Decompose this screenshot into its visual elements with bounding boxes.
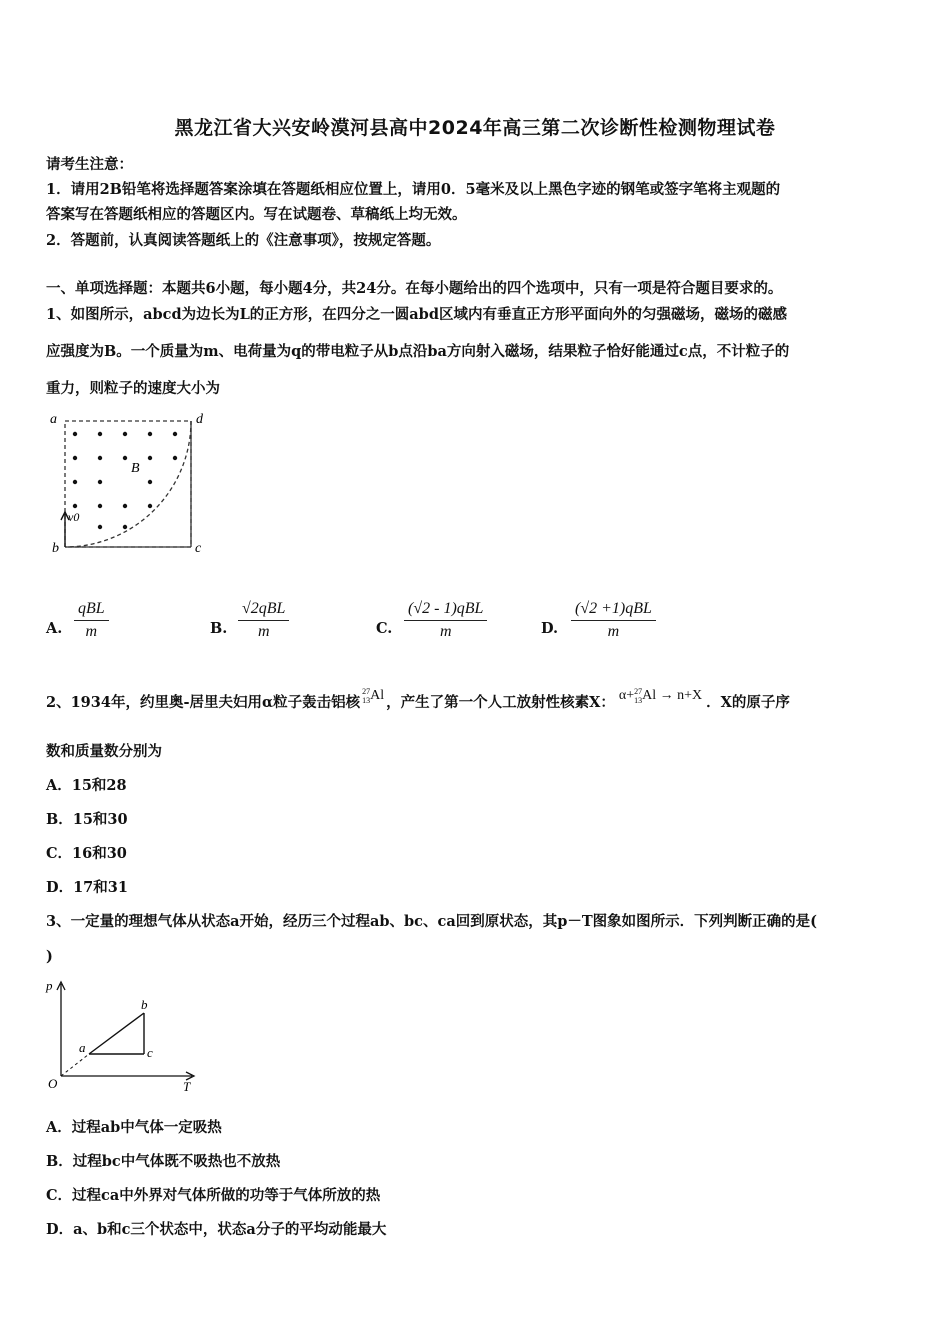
q2-option-b: B．15和30 [46,811,128,828]
q1-option-d-denominator: m [607,623,620,640]
question-3-line-1: 3、一定量的理想气体从状态a开始，经历三个过程ab、bc、ca回到原状态，其p－T图象如图所示．下列判断正确的是( [46,913,817,930]
q1-option-a-denominator: m [85,623,98,640]
state-a-label: a [79,1040,86,1055]
q3-pT-graph [44,976,204,1094]
q3-option-b: B．过程bc中气体既不吸热也不放热 [46,1153,281,1170]
q1-option-d-numerator: (√2 +1)qBL [571,598,656,621]
field-dots [73,432,177,529]
corner-c-label: c [195,541,202,556]
question-2-line-2: 数和质量数分别为 [46,743,162,760]
quarter-circle-arc [65,421,191,547]
q2-option-a: A．15和28 [46,777,127,794]
axis-p-label: p [46,978,53,993]
notice-line-3: 2．答题前，认真阅读答题纸上的《注意事项》，按规定答题。 [46,232,441,249]
q3-option-a: A．过程ab中气体一定吸热 [46,1119,222,1136]
q3-option-d: D．a、b和c三个状态中，状态a分子的平均动能最大 [46,1221,387,1238]
q1-option-b-numerator: √2qBL [238,598,289,621]
notice-heading: 请考生注意： [46,156,133,173]
state-b-label: b [141,997,148,1012]
velocity-label: v0 [68,510,80,524]
q1-option-d-fraction [571,598,656,643]
notice-line-2: 答案写在答题纸相应的答题区内。写在试题卷、草稿纸上均无效。 [46,206,467,223]
q1-option-b-fraction [238,598,289,643]
question-3-line-2: ) [46,948,53,965]
q3-option-c: C．过程ca中外界对气体所做的功等于气体所放的热 [46,1187,381,1204]
nucleus-mass: 27 [362,686,371,696]
q2-option-c: C．16和30 [46,845,127,862]
nucleus-atomic: 13 [362,695,371,705]
q1-option-c-numerator: (√2 - 1)qBL [404,598,487,621]
corner-b-label: b [52,541,59,556]
question-1-line-1: 1、如图所示，abcd为边长为L的正方形，在四分之一圆abd区域内有垂直正方形平面向外的匀强磁场，磁场的磁感 [46,306,787,323]
q2-option-d: D．17和31 [46,879,128,896]
q1-option-b-label: B. [210,620,228,637]
nuclear-reaction [619,687,702,705]
q1-option-b-denominator: m [257,623,270,640]
corner-a-label: a [50,412,57,427]
q1-option-a-fraction [74,598,109,643]
reaction-nucleus-symbol: Al [642,688,657,703]
q1-option-c-label: C. [376,620,393,637]
aluminum-nucleus [362,687,384,705]
section-heading: 一、单项选择题：本题共6小题，每小题4分，共24分。在每小题给出的四个选项中，只有一项是符合题目要求的。 [46,280,783,297]
question-1-line-2: 应强度为B。一个质量为m、电荷量为q的带电粒子从b点沿ba方向射入磁场，结果粒子恰好能通过c点，不计粒子的 [46,343,790,360]
state-c-label: c [147,1045,153,1060]
question-2-line-1 [46,686,790,713]
q2-text-part-1: 2、1934年，约里奥-居里夫妇用α粒子轰击铝核 [46,694,361,711]
axis-t-label: T [183,1079,191,1094]
page-title: 黑龙江省大兴安岭漠河县高中2024年高三第二次诊断性检测物理试卷 [174,117,776,139]
q1-magnetic-field-figure [44,406,214,556]
q1-option-a-label: A. [46,620,63,637]
reaction-suffix: → n+X [656,688,703,703]
q2-text-part-2: ，产生了第一个人工放射性核素X： [386,694,615,711]
q1-option-d-label: D. [541,620,559,637]
corner-d-label: d [196,412,203,427]
process-ab [89,1013,144,1054]
square-outline [65,421,191,547]
reaction-nucleus-atomic: 13 [634,695,643,705]
reaction-nucleus-mass: 27 [634,686,643,696]
field-b-label: B [131,461,140,476]
question-1-line-3: 重力，则粒子的速度大小为 [46,380,220,397]
notice-line-1: 1．请用2B铅笔将选择题答案涂填在答题纸相应位置上，请用0．5毫米及以上黑色字迹的钢笔或签字笔将主观题的 [46,181,781,198]
q2-text-part-3: ．X的原子序 [706,694,790,711]
q1-option-c-fraction [404,598,487,643]
q1-option-c-denominator: m [439,623,452,640]
origin-label: O [48,1076,58,1091]
extension-line [61,1054,89,1076]
q1-option-a-numerator: qBL [74,598,109,621]
nucleus-symbol: Al [370,688,385,703]
reaction-prefix: α+ [618,688,635,703]
